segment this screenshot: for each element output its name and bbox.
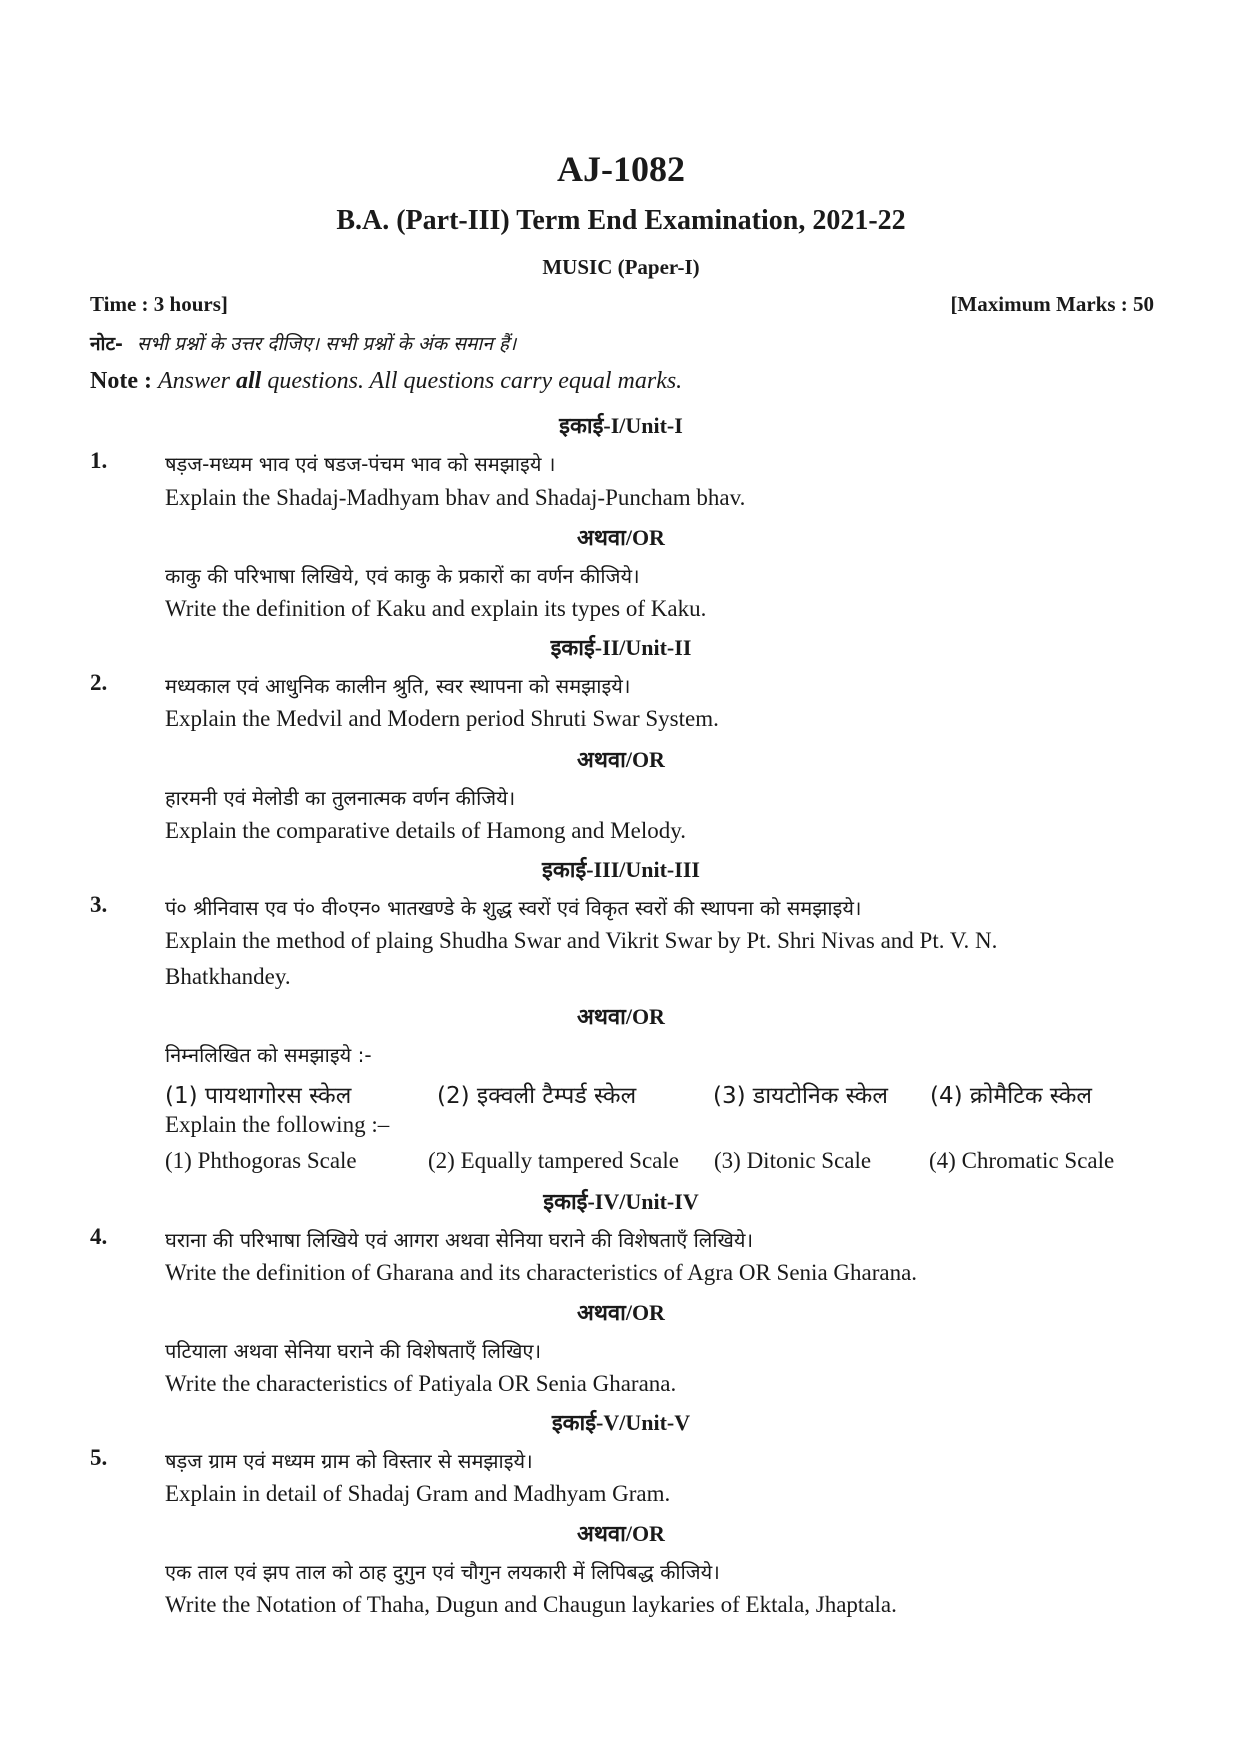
question-5b-hindi: एक ताल एवं झप ताल को ठाह दुगुन एवं चौगुन लयकारी में लिपिबद्ध कीजिये।	[165, 1560, 720, 1584]
question-3b-english: Explain the following :–	[165, 1112, 390, 1137]
note-english	[90, 368, 682, 395]
question-3b-hindi: निम्नलिखित को समझाइये :-	[165, 1043, 372, 1067]
unit-3-title: इकाई-III/Unit-III	[542, 857, 700, 882]
time-label: Time : 3 hours]	[90, 292, 228, 316]
scale-item-hi-4: (4) क्रोमैटिक स्केल	[930, 1083, 1092, 1109]
question-3-number: 3.	[90, 892, 108, 917]
question-2a-english: Explain the Medvil and Modern period Shruti Swar System.	[165, 706, 719, 731]
scale-item-hi-2: (2) इक्वली टैम्पर्ड स्केल	[437, 1083, 637, 1109]
paper-code: AJ-1082	[557, 149, 685, 189]
scale-item-hi-3: (3) डायटोनिक स्केल	[713, 1083, 888, 1109]
question-3a-hindi: पं० श्रीनिवास एव पं० वी०एन० भातखण्डे के शुद्ध स्वरों एवं विकृत स्वरों की स्थापना को समझाइये।	[165, 896, 862, 920]
or-divider-3: अथवा/OR	[577, 1004, 665, 1029]
or-divider-1: अथवा/OR	[577, 525, 665, 550]
question-5a-hindi: षड़ज ग्राम एवं मध्यम ग्राम को विस्तार से समझाइये।	[165, 1449, 533, 1473]
scale-item-en-4: (4) Chromatic Scale	[929, 1148, 1115, 1173]
question-2b-english: Explain the comparative details of Hamong and Melody.	[165, 818, 686, 843]
question-2a-hindi: मध्यकाल एवं आधुनिक कालीन श्रुति, स्वर स्थापना को समझाइये।	[165, 674, 631, 698]
scale-item-en-1: (1) Phthogoras Scale	[165, 1148, 357, 1173]
question-4b-hindi: पटियाला अथवा सेनिया घराने की विशेषताएँ लिखिए।	[165, 1339, 542, 1363]
note-english-text-2: questions. All questions carry equal marks.	[261, 368, 683, 394]
or-divider-2: अथवा/OR	[577, 747, 665, 772]
question-5-number: 5.	[90, 1445, 108, 1470]
question-1-number: 1.	[90, 448, 108, 473]
unit-1-title: इकाई-I/Unit-I	[559, 413, 683, 438]
question-3a-english-line-2: Bhatkhandey.	[165, 964, 291, 989]
question-4a-hindi: घराना की परिभाषा लिखिये एवं आगरा अथवा सेनिया घराने की विशेषताएँ लिखिये।	[165, 1228, 754, 1252]
scale-item-en-2: (2) Equally tampered Scale	[428, 1148, 679, 1173]
unit-2-title: इकाई-II/Unit-II	[550, 635, 692, 660]
question-3a-english-line-1: Explain the method of plaing Shudha Swar and Vikrit Swar by Pt. Shri Nivas and Pt. V. N.	[165, 928, 998, 953]
question-5a-english: Explain in detail of Shadaj Gram and Madhyam Gram.	[165, 1481, 671, 1506]
note-hindi	[90, 330, 516, 356]
note-hindi-text: सभी प्रश्नों के उत्तर दीजिए। सभी प्रश्नों के अंक समान हैं।	[136, 333, 517, 355]
question-4b-english: Write the characteristics of Patiyala OR Senia Gharana.	[165, 1371, 677, 1396]
question-4a-english: Write the definition of Gharana and its characteristics of Agra OR Senia Gharana.	[165, 1260, 918, 1285]
question-1a-hindi: षड़ज-मध्यम भाव एवं षडज-पंचम भाव को समझाइये ।	[165, 452, 556, 476]
or-divider-4: अथवा/OR	[577, 1300, 665, 1325]
scale-item-en-3: (3) Ditonic Scale	[714, 1148, 872, 1173]
question-1b-english: Write the definition of Kaku and explain its types of Kaku.	[165, 596, 707, 621]
note-hindi-label: नोट-	[90, 333, 123, 355]
question-1b-hindi: काकु की परिभाषा लिखिये, एवं काकु के प्रकारों का वर्णन कीजिये।	[165, 564, 640, 588]
question-4-number: 4.	[90, 1224, 108, 1249]
paper-subject: MUSIC (Paper-I)	[542, 255, 700, 279]
marks-label: [Maximum Marks : 50	[950, 292, 1154, 316]
unit-5-title: इकाई-V/Unit-V	[551, 1410, 691, 1435]
unit-4-title: इकाई-IV/Unit-IV	[543, 1189, 699, 1214]
question-5b-english: Write the Notation of Thaha, Dugun and Chaugun laykaries of Ektala, Jhaptala.	[165, 1592, 897, 1617]
note-english-label: Note :	[90, 368, 158, 394]
exam-title: B.A. (Part-III) Term End Examination, 2021-22	[336, 205, 906, 236]
or-divider-5: अथवा/OR	[577, 1521, 665, 1546]
note-english-bold: all	[235, 368, 262, 394]
question-2b-hindi: हारमनी एवं मेलोडी का तुलनात्मक वर्णन कीजिये।	[165, 786, 516, 810]
note-english-text-1: Answer	[157, 368, 236, 394]
scale-item-hi-1: (1) पायथागोरस स्केल	[165, 1083, 352, 1109]
question-2-number: 2.	[90, 670, 108, 695]
question-1a-english: Explain the Shadaj-Madhyam bhav and Shadaj-Puncham bhav.	[165, 485, 746, 510]
